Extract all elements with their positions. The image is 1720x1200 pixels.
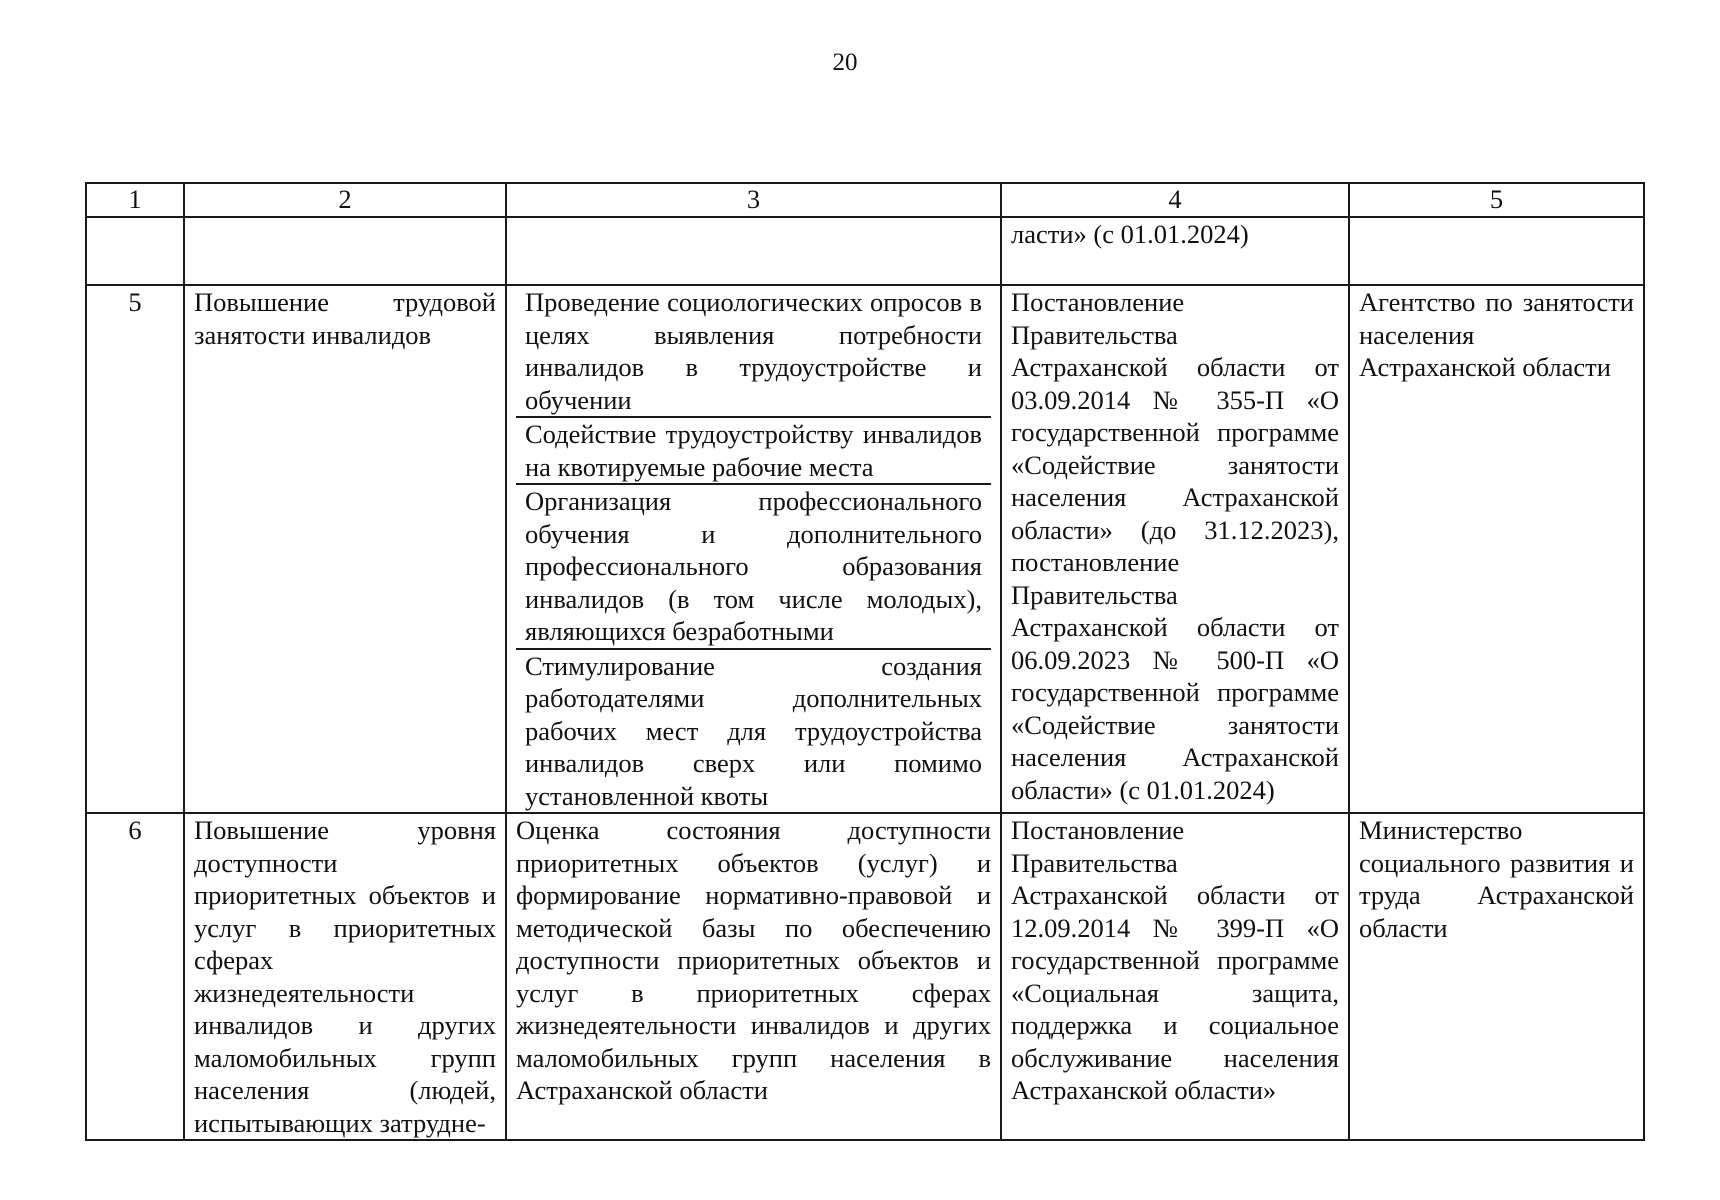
row-legal-act: Постановление Правительства Астраханской области от 12.09.2014 № 399-П «О государственной программе «Социальная защита, поддержка и социальное обслуживание населения Астраханской области»: [1001, 813, 1349, 1140]
continued-cell-measure: [506, 217, 1001, 285]
row-legal-act: Постановление Правительства Астраханской области от 03.09.2014 № 355-П «О государственной программе «Содействие занятости населения Астраханской области» (до 31.12.2023), постановление Правительства Астраханской области от 06.09.2023 № 500-П «О государственной программе «Содействие занятости населения Астраханской области» (с 01.01.2024): [1001, 285, 1349, 813]
row-executor: Министерство социального развития и труда Астраханской области: [1349, 813, 1644, 1140]
table-row: [86, 813, 1644, 1140]
column-header-1: 1: [86, 183, 184, 217]
measure-item: Организация профессионального обучения и дополнительного профессионального образования инвалидов (в том числе молодых), являющихся безработными: [516, 485, 991, 650]
row-number: 5: [86, 285, 184, 813]
column-header-3: 3: [506, 183, 1001, 217]
continued-cell-executor: [1349, 217, 1644, 285]
measure-item: Стимулирование создания работодателями дополнительных рабочих мест для трудоустройства инвалидов сверх или помимо установленной квоты: [525, 650, 982, 811]
table-row: [86, 285, 1644, 813]
row-number: 6: [86, 813, 184, 1140]
column-header-5: 5: [1349, 183, 1644, 217]
row-measures: [506, 285, 1001, 813]
table-header-row: [86, 183, 1644, 217]
continued-cell-legal-act: ласти» (с 01.01.2024): [1001, 217, 1349, 285]
row-measure: Оценка состояния доступности приоритетных объектов (услуг) и формирование нормативно-правовой и методической базы по обеспечению доступности приоритетных объектов и услуг в приоритетных сферах жизнедеятельности инвалидов и других маломобильных групп населения в Астраханской области: [506, 813, 1001, 1140]
measure-item: Содействие трудоустройству инвалидов на квотируемые рабочие места: [516, 418, 991, 485]
measure-item: Проведение социологических опросов в целях выявления потребности инвалидов в трудоустройстве и обучении: [516, 286, 991, 418]
program-measures-table: [85, 182, 1645, 1141]
continued-cell-goal: [184, 217, 506, 285]
column-header-2: 2: [184, 183, 506, 217]
column-header-4: 4: [1001, 183, 1349, 217]
row-executor: Агентство по занятости населения Астраханской области: [1349, 285, 1644, 813]
continued-row: [86, 217, 1644, 285]
row-goal: Повышение трудовой занятости инвалидов: [184, 285, 506, 813]
page-number: 20: [832, 49, 858, 76]
continued-cell-num: [86, 217, 184, 285]
row-goal: Повышение уровня доступности приоритетных объектов и услуг в приоритетных сферах жизнедеятельности инвалидов и других маломобильных групп населения (людей, испытывающих затрудне-: [184, 813, 506, 1140]
